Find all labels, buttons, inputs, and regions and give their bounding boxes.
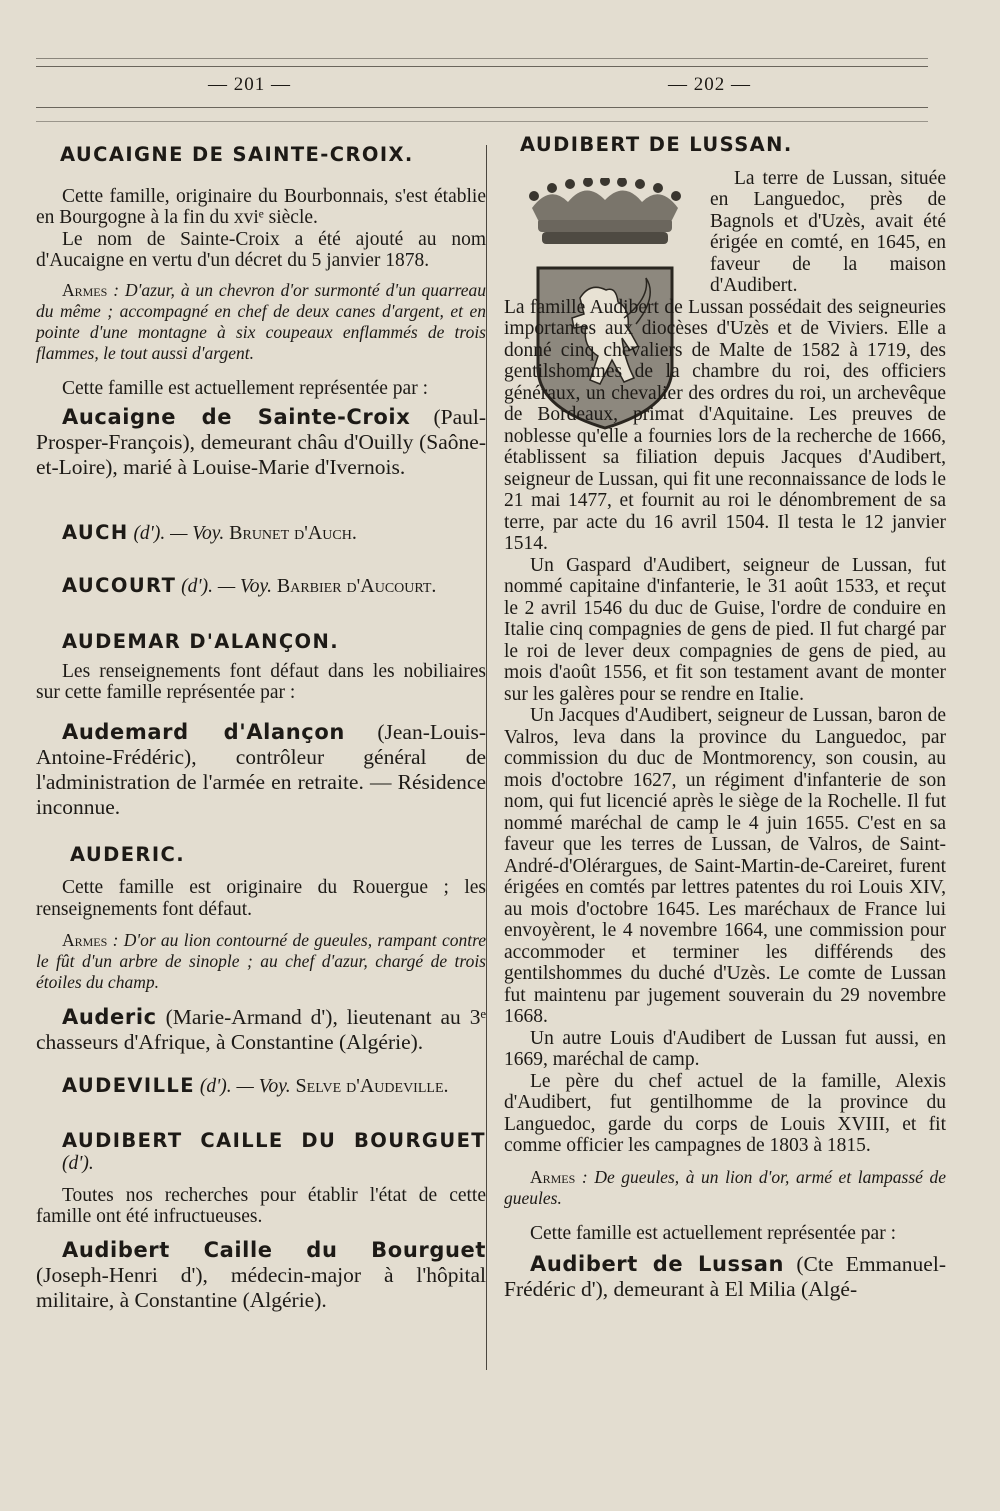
arms-description (504, 1167, 946, 1209)
paragraph: Toutes nos recherches pour établir l'état de cette famille ont été infructueuses. (36, 1184, 486, 1227)
person-name: Auderic (62, 1005, 157, 1029)
arms-description (36, 930, 486, 993)
title-text: AUDIBERT CAILLE DU BOURGUET (62, 1128, 486, 1152)
person-details: (Jean-Louis-Antoine-Frédéric), contrôleur général de l'administration de l'armée en retraite. — Résidence inconnue. (36, 719, 487, 819)
paragraph: Cette famille est originaire du Rouergue ; les renseignements font défaut. (36, 877, 486, 920)
title-suffix: (d'). — Voy. (128, 523, 230, 544)
person-details: (Marie-Armand d'), lieutenant au 3ᵉ chasseurs d'Afrique, à Constantine (Algérie). (36, 1005, 486, 1054)
top-rule (36, 58, 928, 59)
arms-description (36, 280, 486, 364)
entry-title-auch (62, 522, 486, 545)
title-suffix: (d'). — Voy. (194, 1076, 296, 1097)
paragraph: Un Gaspard d'Audibert, seigneur de Lussan, fut nommé capitaine d'infanterie, le 31 août 1533, et reçut le 2 avril 1546 du duc de Guise, l'ordre de conduire en Italie cinq compagnies de gens de pied. Il fut chargé par le roi de lever deux compagnies de gens de pied, au mois d'août 1556, et fit son testament avant de monter sur les galères pour se rendre en Italie. (504, 554, 946, 705)
paragraph: Un Jacques d'Audibert, seigneur de Lussan, baron de Valros, leva dans la province du Languedoc, par commission du duc de Montmorency, son cousin, au mois d'octobre 1627, un régiment d'infanterie de son nom, qui fut licencié après le siège de la Rochelle. Il fut nommé maréchal de camp le 4 juin 1655. C'est en sa faveur que les terres de Lussan, de Valros, de Saint-André-d'Olérargues, de Saint-Martin-de-Careiret, furent érigées en comtés par lettres patentes du roi Louis XIV, au mois d'octobre 1645. Les maréchaux de France lui envoyèrent, le 4 novembre 1664, une commission pour accommoder et terminer les différends des gentilshommes du duché d'Uzès. Le comte de Lussan fut maintenu par jugement souverain du 29 novembre 1668. (504, 705, 946, 1027)
arms-text: : D'azur, à un chevron d'or surmonté d'un quarreau du même ; accompagné en chef de deux canes d'argent, et en pointe d'une montagne à six coupeaux enflammés de trois flammes, le tout aussi d'argent. (36, 279, 486, 363)
paragraph: La terre de Lussan, située en Languedoc, près de Bagnols et d'Uzès, avait été érigée en comté, en 1645, en faveur de la maison d'Audibert. (710, 167, 946, 296)
header-rule-bottom (36, 107, 928, 108)
person-entry (36, 720, 486, 820)
paragraph: Les renseignements font défaut dans les nobiliaires sur cette famille représentée par : (36, 660, 486, 703)
entry-title-audibert-lussan: AUDIBERT DE LUSSAN. (520, 133, 793, 156)
cross-reference: Barbier d'Aucourt. (276, 574, 437, 597)
header-rule-bottom-2 (36, 121, 928, 122)
paragraph: Cette famille, originaire du Bourbonnais, s'est établie en Bourgogne à la fin du xviᵉ siècle. (36, 185, 486, 228)
arms-text: : De gueules, à un lion d'or, armé et lampassé de gueules. (504, 1166, 946, 1208)
paragraph: La famille Audibert de Lussan possédait des seigneuries importantes aux diocèses d'Uzès et de Viviers. Elle a donné cinq chevaliers de Malte de 1582 à 1719, des gentilshommes de la chambre du roi, des officiers généraux, un chevalier des ordres du roi, un archevêque de Bordeaux, primat d'Aquitaine. Les preuves de noblesse qu'elle a fournies lors de la recherche de 1666, établissent sa filiation depuis Jacques d'Audibert, seigneur de Lussan, qui fit une reconnaissance de lods le 21 mai 1477, et fournit au roi le dénombrement de sa terre, par acte du 16 avril 1504. Il testa le 12 janvier 1514. (504, 296, 946, 554)
cross-reference: Selve d'Audeville. (295, 1075, 449, 1097)
arms-label: Armes (62, 930, 108, 950)
paragraph: Un autre Louis d'Audibert de Lussan fut aussi, en 1669, maréchal de camp. (504, 1027, 946, 1070)
page-number-right: — 202 — (668, 74, 751, 95)
person-entry (36, 1005, 486, 1055)
arms-label: Armes (62, 279, 108, 300)
entry-title-auderic: AUDERIC. (70, 842, 186, 866)
person-details: (Paul-Prosper-François), demeurant châu d'Ouilly (Saône-et-Loire), marié à Louise-Marie d'Ivernois. (36, 405, 486, 479)
paragraph: Le nom de Sainte-Croix a été ajouté au nom d'Aucaigne en vertu d'un décret du 5 janvier 1878. (36, 228, 486, 271)
column-divider (486, 145, 487, 1370)
person-details: (Joseph-Henri d'), médecin-major à l'hôpital militaire, à Constantine (Algérie). (36, 1262, 486, 1312)
page-number-left: — 201 — (208, 74, 291, 95)
left-column (36, 132, 486, 1313)
person-entry (36, 1238, 486, 1313)
entry-title-audeville (62, 1075, 486, 1098)
represented-line: Cette famille est actuellement représentée par : (62, 377, 428, 399)
person-details: (Cte Emmanuel-Frédéric d'), demeurant à El Milia (Algé- (504, 1252, 946, 1301)
entry-title-audemar: AUDEMAR D'ALANÇON. (62, 630, 340, 653)
entry-title-aucaigne: AUCAIGNE DE SAINTE-CROIX. (60, 143, 414, 166)
person-entry (36, 405, 486, 480)
title-suffix: (d'). (62, 1153, 94, 1174)
arms-text: : D'or au lion contourné de gueules, rampant contre le fût d'un arbre de sinople ; au chef d'azur, chargé de trois étoiles du champ. (36, 930, 486, 992)
title-text: AUCOURT (62, 573, 177, 597)
person-name: Aucaigne de Sainte-Croix (62, 405, 411, 429)
title-suffix: (d'). — Voy. (176, 575, 277, 597)
header-rule-top (36, 66, 928, 67)
person-name: Audibert de Lussan (530, 1252, 785, 1276)
person-entry (504, 1252, 946, 1302)
represented-line: Cette famille est actuellement représentée par : (530, 1222, 896, 1244)
cross-reference: Brunet d'Auch. (229, 522, 357, 544)
right-column (504, 132, 946, 1302)
title-text: AUDEVILLE (62, 1074, 195, 1097)
title-text: AUCH (62, 521, 129, 544)
arms-label: Armes (530, 1166, 576, 1187)
entry-title-audibert-caille (62, 1130, 486, 1175)
person-name: Audemard d'Alançon (62, 719, 345, 744)
entry-title-aucourt (62, 575, 486, 598)
paragraph: Le père du chef actuel de la famille, Alexis d'Audibert, fut gentilhomme de la province du Languedoc, garde du corps de Louis XVIII, et fit comme officier les campagnes de 1803 à 1815. (504, 1070, 946, 1156)
person-name: Audibert Caille du Bourguet (62, 1237, 486, 1262)
